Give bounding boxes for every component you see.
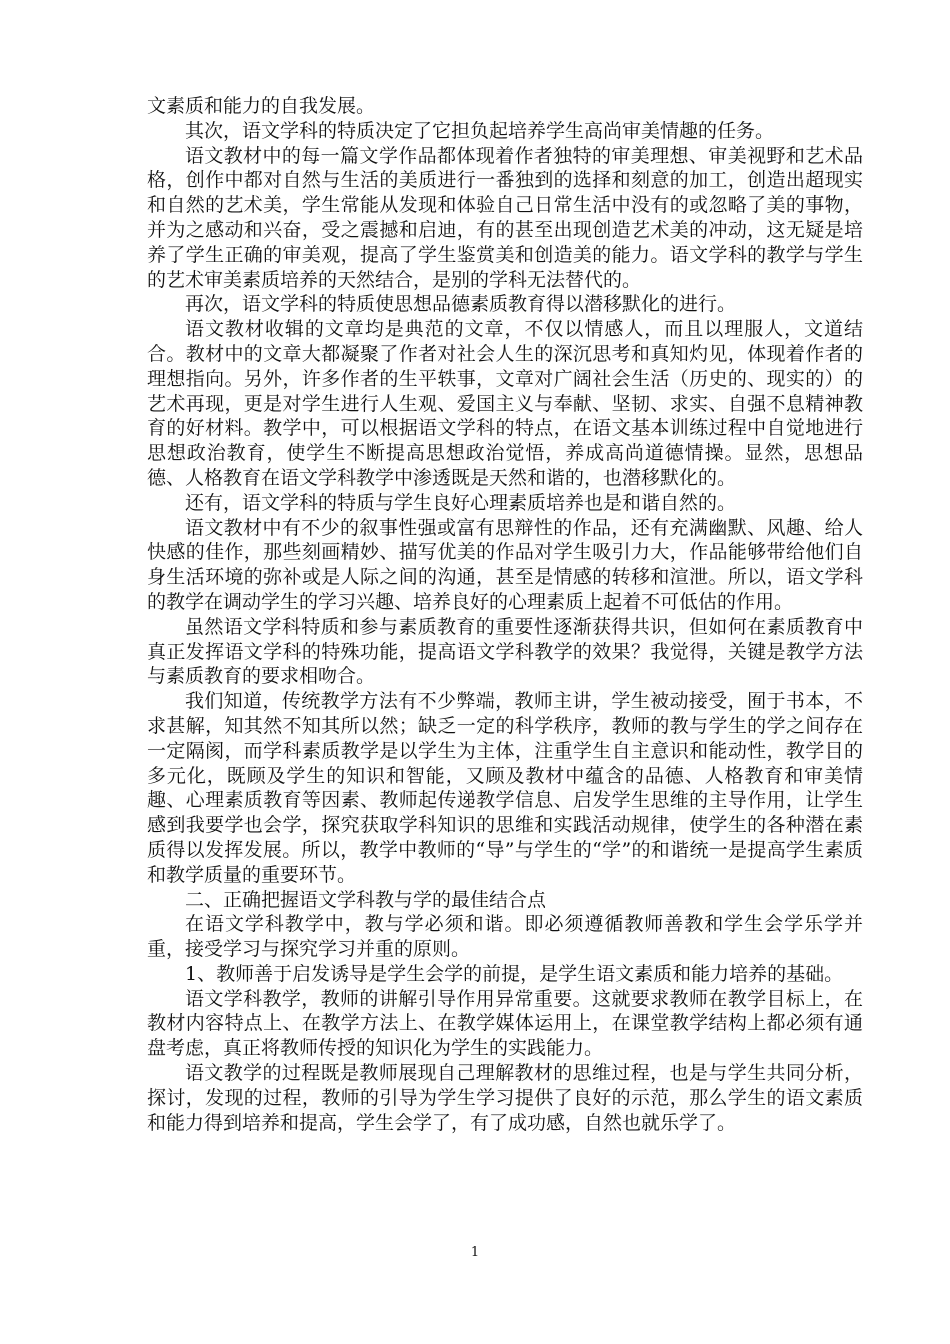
section-heading: 二、正确把握语文学科教与学的最佳结合点 bbox=[185, 888, 547, 911]
paragraph: 语文教材收辑的文章均是典范的文章，不仅以情感人，而且以理服人，文道结合。教材中的文章大都凝聚了作者对社会人生的深沉思考和真知灼见，体现着作者的理想指向。另外，许多作者的生平轶事，文章对广阔社会生活（历史的、现实的）的艺术再现，更是对学生进行人生观、爱国主义与奉献、坚韧、求实、自强不息精神教育的好材料。教学中，可以根据语文学科的特点，在语文基本训练过程中自觉地进行思想政治教育，使学生不断提高思想政治觉悟，养成高尚道德情操。显然，思想品德、人格教育在语文学科教学中渗透既是天然和谐的，也潜移默化的。 bbox=[147, 318, 863, 489]
paragraph: 再次，语文学科的特质使思想品德素质教育得以潜移默化的进行。 bbox=[185, 293, 737, 316]
paragraph: 还有，语文学科的特质与学生良好心理素质培养也是和谐自然的。 bbox=[185, 491, 737, 514]
paragraph: 在语文学科教学中，教与学必须和谐。即必须遵循教师善教和学生会学乐学并重，接受学习与探究学习并重的原则。 bbox=[147, 913, 863, 961]
subsection-heading: 1、教师善于启发诱导是学生会学的前提，是学生语文素质和能力培养的基础。 bbox=[185, 962, 844, 985]
paragraph: 语文学科教学，教师的讲解引导作用异常重要。这就要求教师在教学目标上，在教材内容特点上、在教学方法上、在教学媒体运用上，在课堂教学结构上都必须有通盘考虑，真正将教师传授的知识化为学生的实践能力。 bbox=[147, 987, 863, 1060]
document-body bbox=[147, 94, 863, 1135]
paragraph: 语文教学的过程既是教师展现自己理解教材的思维过程，也是与学生共同分析，探讨，发现的过程，教师的引导为学生学习提供了良好的示范，那么学生的语文素质和能力得到培养和提高，学生会学了，有了成功感，自然也就乐学了。 bbox=[147, 1062, 863, 1134]
paragraph: 其次，语文学科的特质决定了它担负起培养学生高尚审美情趣的任务。 bbox=[185, 119, 775, 142]
paragraph: 语文教材中有不少的叙事性强或富有思辩性的作品，还有充满幽默、风趣、给人快感的佳作，那些刻画精妙、描写优美的作品对学生吸引力大，作品能够带给他们自身生活环境的弥补或是人际之间的沟通，甚至是情感的转移和渲泄。所以，语文学科的教学在调动学生的学习兴趣、培养良好的心理素质上起着不可低估的作用。 bbox=[147, 516, 863, 613]
paragraph: 虽然语文学科特质和参与素质教育的重要性逐渐获得共识，但如何在素质教育中真正发挥语文学科的特殊功能，提高语文学科教学的效果？我觉得，关键是教学方法与素质教育的要求相吻合。 bbox=[147, 615, 863, 688]
paragraph-continuation: 文素质和能力的自我发展。 bbox=[147, 95, 376, 117]
paragraph: 语文教材中的每一篇文学作品都体现着作者独特的审美理想、审美视野和艺术品格，创作中都对自然与生活的美质进行一番独到的选择和刻意的加工，创造出超现实和自然的艺术美，学生常能从发现和体验自己日常生活中没有的或忽略了美的事物，并为之感动和兴奋，受之震撼和启迪，有的甚至出现创造艺术美的冲动，这无疑是培养了学生正确的审美观，提高了学生鉴赏美和创造美的能力。语文学科的教学与学生的艺术审美素质培养的天然结合，是别的学科无法替代的。 bbox=[147, 144, 863, 291]
page-number: 1 bbox=[470, 1245, 480, 1260]
paragraph: 我们知道，传统教学方法有不少弊端，教师主讲，学生被动接受，囿于书本，不求甚解，知其然不知其所以然；缺乏一定的科学秩序，教师的教与学生的学之间存在一定隔阂，而学科素质教学是以学生为主体，注重学生自主意识和能动性，教学目的多元化，既顾及学生的知识和智能，又顾及教材中蕴含的品德、人格教育和审美情趣、心理素质教育等因素、教师起传递教学信息、启发学生思维的主导作用，让学生感到我要学也会学，探究获取学科知识的思维和实践活动规律，使学生的各种潜在素质得以发挥发展。所以，教学中教师的“导”与学生的“学”的和谐统一是提高学生素质和教学质量的重要环节。 bbox=[147, 690, 863, 886]
